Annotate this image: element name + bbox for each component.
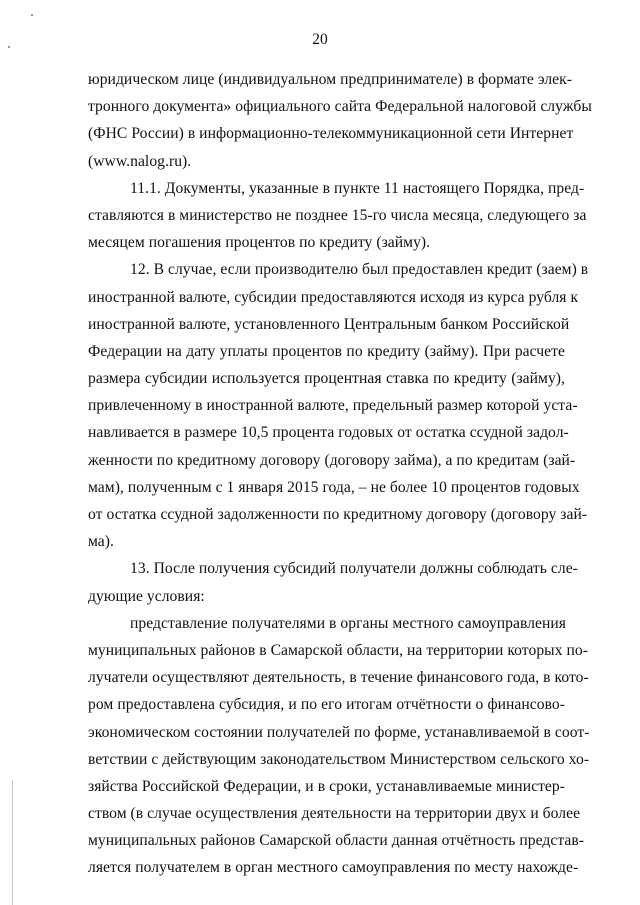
text-line: навливается в размере 10,5 процента годовых от остатка ссудной задол- xyxy=(88,424,569,442)
text-line: размера субсидии используется процентная ставка по кредиту (займу), xyxy=(88,370,565,388)
text-line: юридическом лице (индивидуальном предпринимателе) в формате элек- xyxy=(88,71,572,88)
text-line: ма). xyxy=(88,533,114,551)
text-line: ляется получателем в орган местного самоуправления по месту нахожде- xyxy=(88,859,579,877)
paragraph-start-line: 11.1. Документы, указанные в пункте 11 настоящего Порядка, пред- xyxy=(130,179,585,197)
text-line: от остатка ссудной задолженности по кредитному договору (договору зай- xyxy=(88,506,588,523)
text-line: зяйства Российской Федерации, и в сроки, устанавливаемые министер- xyxy=(88,777,565,795)
text-line: ром предоставлена субсидия, и по его итогам отчётности о финансово- xyxy=(88,696,565,714)
scan-speck xyxy=(31,14,33,16)
text-line: муниципальных районов Самарской области данная отчётность представ- xyxy=(88,832,585,850)
paragraph-start-line: 12. В случае, если производителю был предоставлен кредит (заем) в xyxy=(130,261,589,279)
text-line: иностранной валюте, установленного Центральным банком Российской xyxy=(88,315,570,333)
text-line: (www.nalog.ru). xyxy=(88,152,192,170)
text-line: мам), полученным с 1 января 2015 года, – не более 10 процентов годовых xyxy=(88,478,580,496)
text-line: (ФНС России) в информационно-телекоммуникационной сети Интернет xyxy=(88,125,574,143)
document-body xyxy=(88,66,592,882)
text-line: Федерации на дату уплаты процентов по кредиту (займу). При расчете xyxy=(88,342,565,360)
text-line: женности по кредитному договору (договору займа), а по кредитам (зай- xyxy=(88,451,576,469)
text-line: ставляются в министерство не позднее 15-го числа месяца, следующего за xyxy=(88,206,587,224)
text-line: тронного документа» официального сайта Федеральной налоговой службы xyxy=(88,98,592,116)
text-line: месяцем погашения процентов по кредиту (займу). xyxy=(88,234,431,252)
text-line: экономическом состоянии получателей по форме, устанавливаемой в соот- xyxy=(88,723,590,741)
text-line: дующие условия: xyxy=(88,587,205,605)
scan-edge-mark xyxy=(12,780,13,905)
paragraph-start-line: представление получателями в органы местного самоуправления xyxy=(130,614,566,632)
text-line: иностранной валюте, субсидии предоставляются исходя из курса рубля к xyxy=(88,288,579,306)
page-number: 20 xyxy=(312,31,328,48)
text-line: лучатели осуществляют деятельность, в течение финансового года, в кото- xyxy=(88,669,589,687)
paragraph-start-line: 13. После получения субсидий получатели должны соблюдать сле- xyxy=(130,560,578,578)
text-line: привлеченному в иностранной валюте, предельный размер которой уста- xyxy=(88,397,578,415)
text-line: муниципальных районов в Самарской области, на территории которых по- xyxy=(88,641,588,659)
text-line: ством (в случае осуществления деятельности на территории двух и более xyxy=(88,805,581,823)
text-line: ветствии с действующим законодательством Министерством сельского хо- xyxy=(88,750,590,768)
